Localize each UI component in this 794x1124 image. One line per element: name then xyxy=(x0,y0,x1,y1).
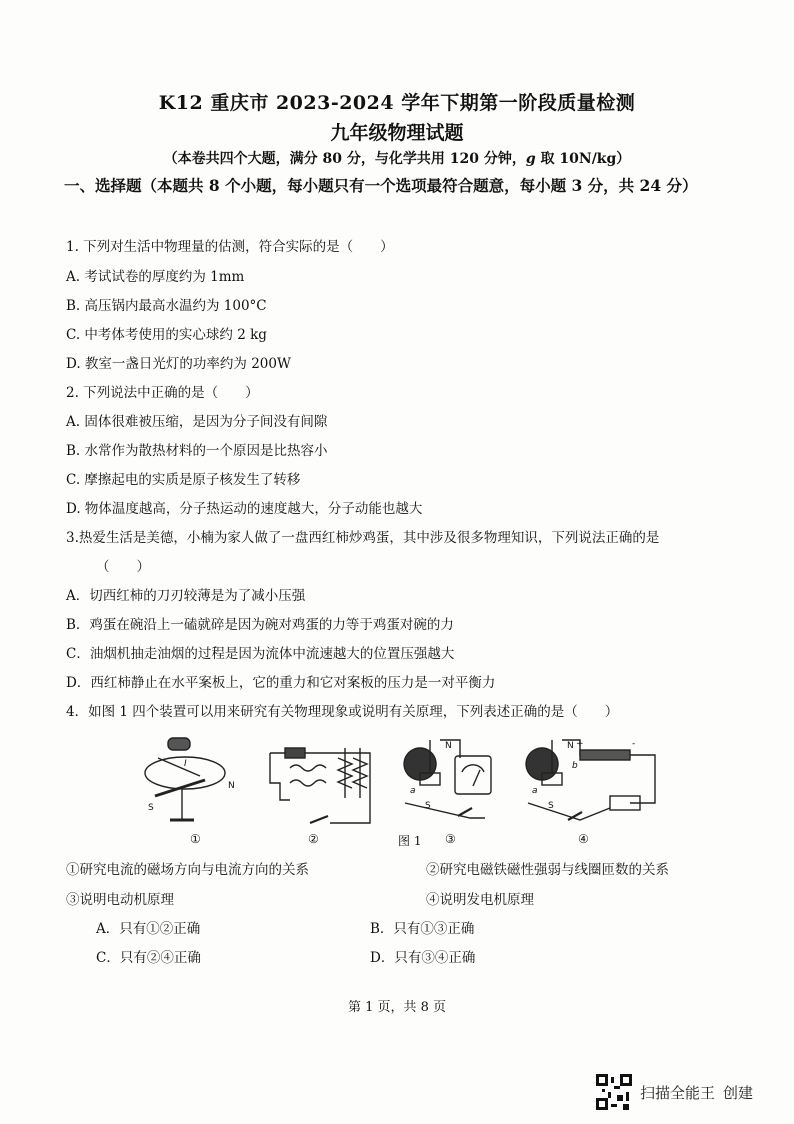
exam-title: K12 重庆市 2023-2024 学年下期第一阶段质量检测 xyxy=(158,92,636,114)
exam-subtitle: 九年级物理试题 xyxy=(330,122,464,144)
q2-option-c: C. 摩擦起电的实质是原子核发生了转移 xyxy=(66,472,301,488)
q3-option-d: D．西红柿静止在水平案板上，它的重力和它对案板的压力是一对平衡力 xyxy=(66,675,496,691)
scanner-brand: 扫描全能王 xyxy=(640,1083,716,1102)
switch-3 xyxy=(458,808,472,816)
mark-minus-4: - xyxy=(632,739,636,749)
figure-label-2: ② xyxy=(308,832,319,846)
q3-stem: 3.热爱生活是美德，小楠为家人做了一盘西红柿炒鸡蛋，其中涉及很多物理知识，下列说法正确的是 xyxy=(66,530,660,546)
q3-option-b: B．鸡蛋在碗沿上一磕就碎是因为碗对鸡蛋的力等于鸡蛋对碗的力 xyxy=(66,617,454,633)
q4-option-c: C．只有②④正确 xyxy=(96,950,201,966)
q4-statement-3: ③说明电动机原理 xyxy=(66,892,174,908)
mark-n-4: N xyxy=(567,741,574,751)
battery-2 xyxy=(285,748,305,758)
q4-option-d: D．只有③④正确 xyxy=(370,950,476,966)
q4-option-a: A．只有①②正确 xyxy=(96,921,201,937)
q2-option-a: A. 固体很难被压缩，是因为分子间没有间隙 xyxy=(66,414,328,430)
mark-s-1: S xyxy=(148,803,154,813)
mark-n-3: N xyxy=(445,741,452,751)
mark-plus-4: + xyxy=(576,739,584,749)
figure-label-3: ③ xyxy=(445,832,456,846)
exam-note xyxy=(0,148,794,168)
meter-needle xyxy=(473,770,480,786)
exam-note-suffix: 取 10N/kg） xyxy=(535,151,631,167)
meter-dial xyxy=(462,765,484,772)
battery-4 xyxy=(580,750,630,760)
section-1-heading: 一、选择题（本题共 8 个小题，每小题只有一个选项最符合题意，每小题 3 分，共 24 分） xyxy=(64,176,698,195)
mark-i-1: I xyxy=(184,759,187,769)
q4-statement-2: ②研究电磁铁磁性强弱与线圈匝数的关系 xyxy=(426,862,669,878)
battery-cell xyxy=(168,738,190,750)
wire-3b xyxy=(405,803,485,818)
scanner-action: 创建 xyxy=(723,1083,754,1102)
mark-a-3: a xyxy=(410,786,416,796)
q1-option-c: C. 中考体考使用的实心球约 2 kg xyxy=(66,327,267,343)
current-wire xyxy=(158,758,200,776)
q4-option-b: B．只有①③正确 xyxy=(370,921,475,937)
mark-b-4: b xyxy=(572,761,578,771)
q1-option-d: D. 教室一盏日光灯的功率约为 200W xyxy=(66,356,291,372)
q4-statement-4: ④说明发电机原理 xyxy=(426,892,534,908)
qr-code-icon xyxy=(596,1074,632,1110)
mark-n-1: N xyxy=(228,781,235,791)
q1-option-b: B. 高压锅内最高水温约为 100°C xyxy=(66,298,267,314)
figure-1 xyxy=(140,728,660,850)
q2-option-d: D. 物体温度越高，分子热运动的速度越大，分子动能也越大 xyxy=(66,501,423,517)
q2-stem: 2. 下列说法中正确的是（ ） xyxy=(66,385,259,401)
q1-option-a: A. 考试试卷的厚度约为 1mm xyxy=(66,269,245,285)
q4-statement-1: ①研究电流的磁场方向与电流方向的关系 xyxy=(66,862,309,878)
exam-note-g: g xyxy=(525,151,536,167)
q3-option-c: C．油烟机抽走油烟的过程是因为流体中流速越大的位置压强越大 xyxy=(66,646,455,662)
mark-a-4: a xyxy=(532,786,538,796)
figure-label-4: ④ xyxy=(578,832,589,846)
mark-s-3: S xyxy=(425,801,431,811)
wire-4c xyxy=(528,803,610,820)
page-number: 第 1 页，共 8 页 xyxy=(347,1000,447,1015)
mark-s-4: S xyxy=(548,801,554,811)
meter-3 xyxy=(455,756,491,794)
q2-option-b: B. 水常作为散热材料的一个原因是比热容小 xyxy=(66,443,328,459)
q4-stem: 4．如图 1 四个装置可以用来研究有关物理现象或说明有关原理，下列表述正确的是（ ） xyxy=(66,704,619,720)
exam-note-prefix: （本卷共四个大题，满分 80 分，与化学共用 120 分钟， xyxy=(163,151,526,167)
q3-paren: （ ） xyxy=(96,559,150,575)
figure-caption: 图 1 xyxy=(398,834,422,848)
figure-label-1: ① xyxy=(190,832,201,846)
switch-2 xyxy=(310,816,328,823)
scanner-watermark xyxy=(596,1074,753,1110)
wire-2 xyxy=(270,753,370,823)
q1-stem: 1. 下列对生活中物理量的估测，符合实际的是（ ） xyxy=(66,239,394,255)
coil-2 xyxy=(290,765,326,786)
wire-2b xyxy=(270,753,290,800)
q3-option-a: A．切西红柿的刀刃较薄是为了减小压强 xyxy=(66,588,306,604)
